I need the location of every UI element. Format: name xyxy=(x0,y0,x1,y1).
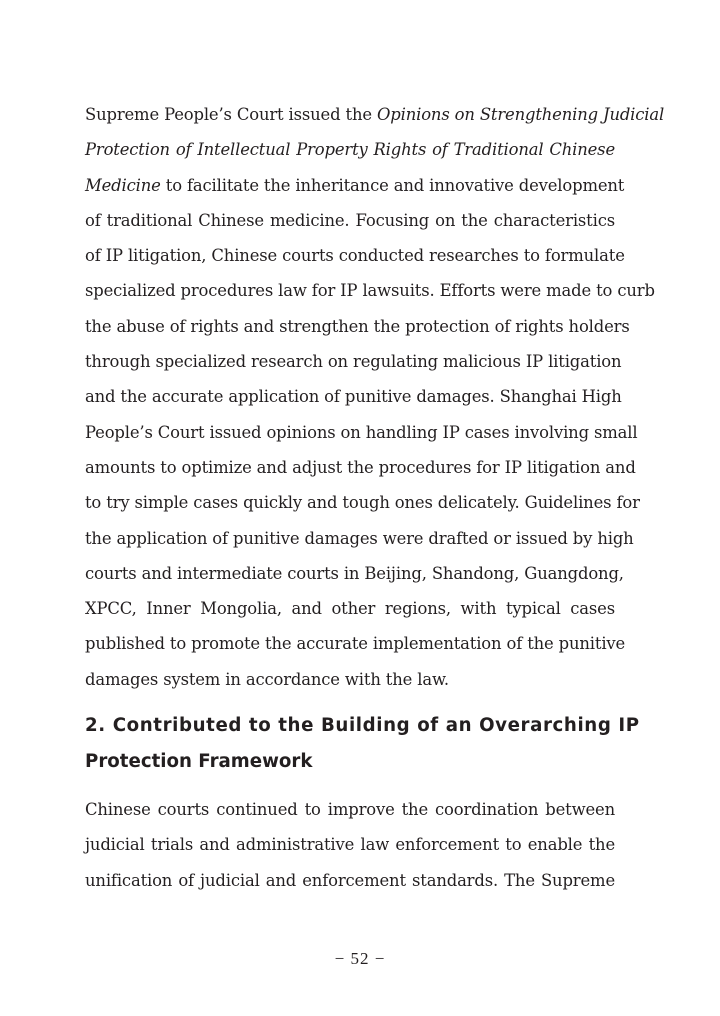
body-paragraph-2 xyxy=(85,792,615,898)
section-heading xyxy=(85,708,640,780)
paragraph-line xyxy=(85,168,625,203)
document-title-italic: Opinions on Strengthening Judicial xyxy=(376,105,665,124)
paragraph-line: of IP litigation, Chinese courts conducted researches to formulate xyxy=(85,246,625,266)
paragraph-line: to try simple cases quickly and tough ones delicately. Guidelines for xyxy=(85,493,640,513)
paragraph-line: judicial trials and administrative law enforcement to enable the xyxy=(85,835,615,855)
paragraph-line: unification of judicial and enforcement standards. The Supreme xyxy=(85,870,615,890)
paragraph-line: the abuse of rights and strengthen the protection of rights holders xyxy=(85,316,630,336)
paragraph-line: courts and intermediate courts in Beijing, Shandong, Guangdong, xyxy=(85,563,624,583)
line-text: Supreme People’s Court issued the xyxy=(85,105,377,124)
line-text: to facilitate the inheritance and innovative development xyxy=(160,175,625,195)
paragraph-line: XPCC, Inner Mongolia, and other regions, with typical cases xyxy=(85,599,615,619)
page-number: − 52 − xyxy=(334,949,386,968)
paragraph-line: and the accurate application of punitive damages. Shanghai High xyxy=(85,387,622,407)
document-title-italic: Medicine xyxy=(85,175,161,195)
section-heading-line-1: 2. Contributed to the Building of an Overarching IP xyxy=(85,715,640,736)
paragraph-line: published to promote the accurate implementation of the punitive xyxy=(85,634,626,654)
section-heading-line-2: Protection Framework xyxy=(85,751,313,772)
paragraph-line: specialized procedures law for IP lawsuits. Efforts were made to curb xyxy=(85,281,655,301)
paragraph-line: the application of punitive damages were drafted or issued by high xyxy=(85,528,634,548)
paragraph-line: People’s Court issued opinions on handling IP cases involving small xyxy=(85,422,638,442)
paragraph-line: damages system in accordance with the law. xyxy=(85,669,449,689)
paragraph-line: through specialized research on regulating malicious IP litigation xyxy=(85,352,622,372)
paragraph-line xyxy=(85,97,665,132)
paragraph-line: amounts to optimize and adjust the procedures for IP litigation and xyxy=(85,457,636,477)
body-paragraph-1 xyxy=(85,97,665,697)
document-title-italic: Protection of Intellectual Property Rights of Traditional Chinese xyxy=(85,140,615,160)
paragraph-line xyxy=(85,132,615,167)
paragraph-line: Chinese courts continued to improve the coordination between xyxy=(85,800,615,819)
paragraph-line: of traditional Chinese medicine. Focusing on the characteristics xyxy=(85,210,615,230)
